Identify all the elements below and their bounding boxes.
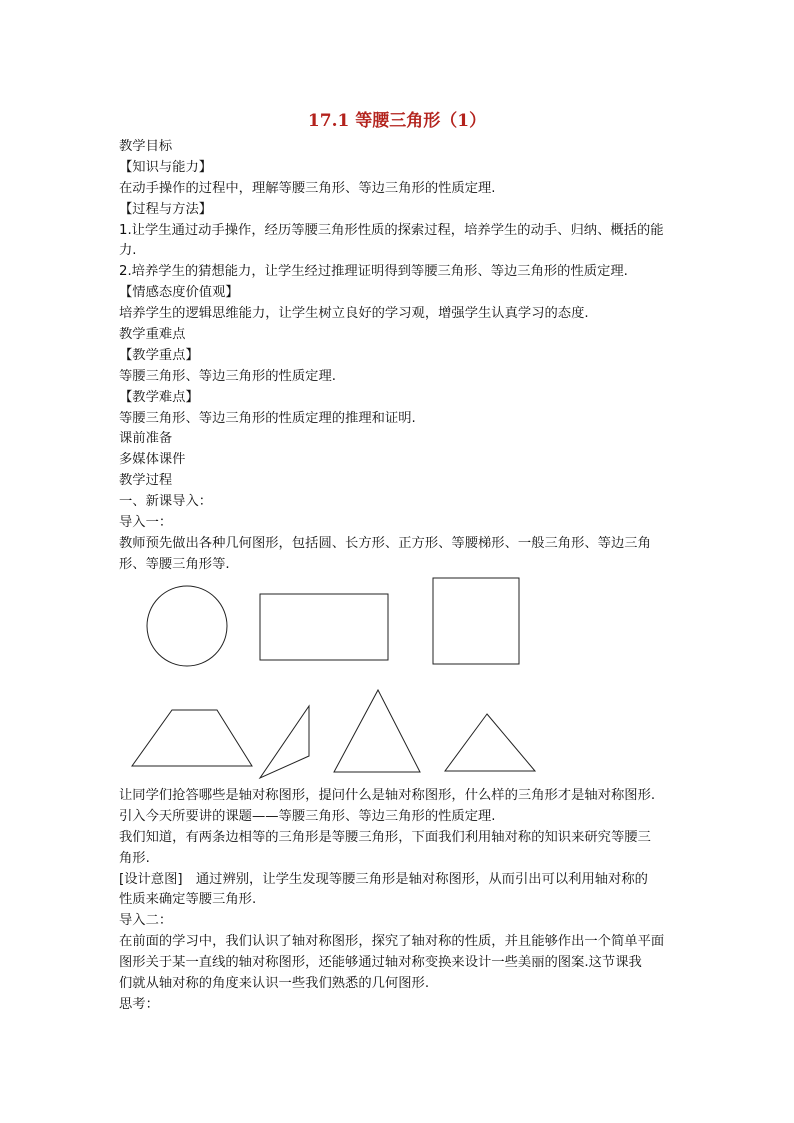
- text-line: [设计意图] 通过辨别，让学生发现等腰三角形是轴对称图形，从而引出可以利用轴对称的: [119, 871, 648, 887]
- text-line: 【知识与能力】: [119, 159, 213, 175]
- text-line: 导入一：: [119, 515, 173, 531]
- text-line: 我们知道，有两条边相等的三角形是等腰三角形，下面我们利用轴对称的知识来研究等腰三: [119, 829, 651, 845]
- text-line: 【教学难点】: [119, 389, 199, 405]
- text-line: 让同学们抢答哪些是轴对称图形，提问什么是轴对称图形，什么样的三角形才是轴对称图形.: [119, 788, 656, 803]
- text-line: 培养学生的逻辑思维能力，让学生树立良好的学习观，增强学生认真学习的态度.: [119, 306, 589, 322]
- equilateral-triangle-figure: [334, 690, 420, 772]
- document-body-bottom: [119, 786, 679, 1016]
- square-figure: [433, 578, 519, 664]
- text-line: 教学重难点: [119, 327, 186, 343]
- circle-figure: [147, 586, 227, 666]
- text-line: 教学目标: [119, 139, 173, 154]
- text-line: 等腰三角形、等边三角形的性质定理.: [119, 368, 336, 384]
- text-line: 【教学重点】: [119, 347, 199, 363]
- text-line: 教师预先做出各种几何图形，包括圆、长方形、正方形、等腰梯形、一般三角形、等边三角: [119, 535, 651, 551]
- text-line: 在动手操作的过程中，理解等腰三角形、等边三角形的性质定理.: [119, 180, 496, 196]
- rectangle-figure: [260, 594, 388, 660]
- text-line: 多媒体课件: [119, 452, 186, 468]
- text-line: 一、新课导入：: [119, 494, 213, 510]
- text-line: 形、等腰三角形等.: [119, 556, 230, 572]
- text-line: 力.: [119, 243, 137, 259]
- isosceles-trapezoid-figure: [132, 710, 252, 766]
- text-line: 角形.: [119, 850, 150, 866]
- text-line: 1.让学生通过动手操作，经历等腰三角形性质的探索过程，培养学生的动手、归纳、概括的能: [119, 222, 664, 238]
- text-line: 引入今天所要讲的课题——等腰三角形、等边三角形的性质定理.: [119, 808, 496, 824]
- general-triangle-figure: [260, 706, 309, 778]
- document-body-top: [119, 137, 679, 576]
- text-line: 教学过程: [119, 473, 173, 489]
- isosceles-triangle-figure: [445, 714, 535, 771]
- text-line: 2.培养学生的猜想能力，让学生经过推理证明得到等腰三角形、等边三角形的性质定理.: [119, 264, 628, 280]
- text-line: 等腰三角形、等边三角形的性质定理的推理和证明.: [119, 410, 416, 426]
- text-line: 【过程与方法】: [119, 201, 213, 217]
- text-line: 图形关于某一直线的轴对称图形，还能够通过轴对称变换来设计一些美丽的图案.这节课我: [119, 955, 642, 971]
- text-line: 性质来确定等腰三角形.: [119, 892, 257, 908]
- geometry-figures: [120, 570, 550, 785]
- page-title: 17.1 等腰三角形（1）: [307, 111, 487, 131]
- text-line: 课前准备: [119, 431, 173, 447]
- text-line: 【情感态度价值观】: [119, 285, 239, 301]
- text-line: 在前面的学习中，我们认识了轴对称图形，探究了轴对称的性质，并且能够作出一个简单平面: [119, 934, 665, 950]
- text-line: 思考：: [119, 996, 159, 1012]
- text-line: 们就从轴对称的角度来认识一些我们熟悉的几何图形.: [119, 976, 430, 992]
- text-line: 导入二：: [119, 913, 173, 929]
